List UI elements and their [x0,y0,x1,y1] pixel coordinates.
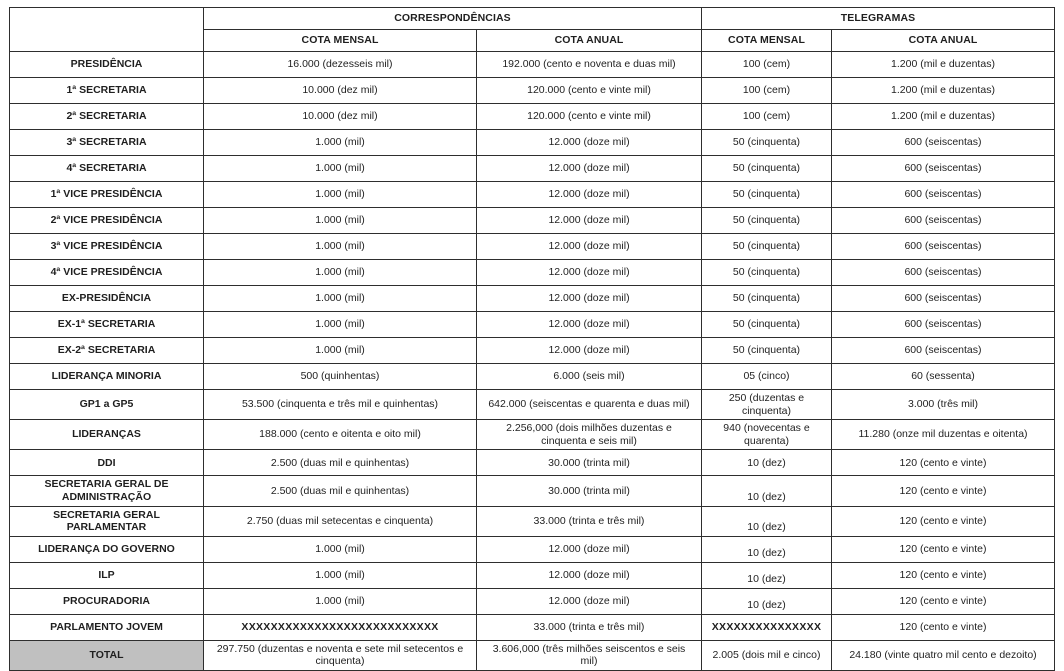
row-label: PROCURADORIA [10,588,204,614]
table-row [10,260,1055,286]
quota-table [9,7,1055,671]
value-cell: 10 (dez) [702,506,832,536]
row-label: LIDERANÇA DO GOVERNO [10,536,204,562]
row-label: LIDERANÇA MINORIA [10,364,204,390]
value-cell: 1.000 (mil) [204,562,477,588]
value-cell: 120 (cento e vinte) [832,562,1055,588]
value-cell: 297.750 (duzentas e noventa e sete mil setecentos e cinquenta) [204,640,477,670]
corner-cell [10,8,204,52]
value-cell: 1.000 (mil) [204,156,477,182]
table-row [10,390,1055,420]
value-cell: 10 (dez) [702,476,832,506]
value-cell: 250 (duzentas e cinquenta) [702,390,832,420]
row-label: 1ª VICE PRESIDÊNCIA [10,182,204,208]
table-row [10,104,1055,130]
table-row [10,364,1055,390]
value-cell: 2.750 (duas mil setecentas e cinquenta) [204,506,477,536]
value-cell: 120 (cento e vinte) [832,450,1055,476]
table-row [10,450,1055,476]
row-label: EX-2ª SECRETARIA [10,338,204,364]
value-cell: 120 (cento e vinte) [832,476,1055,506]
value-cell: 600 (seiscentas) [832,182,1055,208]
value-cell: 120.000 (cento e vinte mil) [477,104,702,130]
value-cell: 1.000 (mil) [204,208,477,234]
table-row [10,78,1055,104]
value-cell: 600 (seiscentas) [832,260,1055,286]
value-cell: 600 (seiscentas) [832,130,1055,156]
value-cell: 12.000 (doze mil) [477,130,702,156]
row-label: 1ª SECRETARIA [10,78,204,104]
value-cell: 30.000 (trinta mil) [477,450,702,476]
total-row-label: TOTAL [10,640,204,670]
value-cell: 33.000 (trinta e três mil) [477,506,702,536]
row-label: 4ª VICE PRESIDÊNCIA [10,260,204,286]
value-cell: 50 (cinquenta) [702,156,832,182]
table-row [10,506,1055,536]
value-cell: 120.000 (cento e vinte mil) [477,78,702,104]
value-cell: 642.000 (seiscentas e quarenta e duas mil) [477,390,702,420]
value-cell: 1.000 (mil) [204,312,477,338]
value-cell: 12.000 (doze mil) [477,234,702,260]
row-label: EX-1ª SECRETARIA [10,312,204,338]
value-cell: 3.000 (três mil) [832,390,1055,420]
value-cell: 33.000 (trinta e três mil) [477,614,702,640]
value-cell: 1.200 (mil e duzentas) [832,104,1055,130]
value-cell: 50 (cinquenta) [702,130,832,156]
col-header-tel-cota-anual: COTA ANUAL [832,30,1055,52]
row-label: 2ª SECRETARIA [10,104,204,130]
value-cell: 1.000 (mil) [204,260,477,286]
row-label: DDI [10,450,204,476]
value-cell: 50 (cinquenta) [702,312,832,338]
value-cell: 1.000 (mil) [204,286,477,312]
value-cell: 16.000 (dezesseis mil) [204,52,477,78]
table-row [10,312,1055,338]
value-cell: 600 (seiscentas) [832,208,1055,234]
row-label: LIDERANÇAS [10,420,204,450]
value-cell: 192.000 (cento e noventa e duas mil) [477,52,702,78]
value-cell: 50 (cinquenta) [702,286,832,312]
value-cell: 120 (cento e vinte) [832,506,1055,536]
value-cell: 53.500 (cinquenta e três mil e quinhentas) [204,390,477,420]
value-cell: 940 (novecentas e quarenta) [702,420,832,450]
value-cell: 100 (cem) [702,78,832,104]
value-cell: 1.000 (mil) [204,234,477,260]
value-cell: 12.000 (doze mil) [477,156,702,182]
value-cell: 50 (cinquenta) [702,182,832,208]
value-cell: 10 (dez) [702,450,832,476]
value-cell: 12.000 (doze mil) [477,312,702,338]
row-label: 2ª VICE PRESIDÊNCIA [10,208,204,234]
value-cell: 1.200 (mil e duzentas) [832,52,1055,78]
row-label: SECRETARIA GERAL DE ADMINISTRAÇÃO [10,476,204,506]
header-group-row [10,8,1055,30]
value-cell: XXXXXXXXXXXXXXX [702,614,832,640]
table-row [10,338,1055,364]
value-cell: 10.000 (dez mil) [204,78,477,104]
value-cell: 12.000 (doze mil) [477,536,702,562]
value-cell: 05 (cinco) [702,364,832,390]
value-cell: 600 (seiscentas) [832,338,1055,364]
value-cell: 50 (cinquenta) [702,234,832,260]
value-cell: 50 (cinquenta) [702,338,832,364]
table-row [10,156,1055,182]
table-row [10,614,1055,640]
value-cell: 12.000 (doze mil) [477,182,702,208]
value-cell: 188.000 (cento e oitenta e oito mil) [204,420,477,450]
table-row [10,208,1055,234]
value-cell: 24.180 (vinte quatro mil cento e dezoito) [832,640,1055,670]
value-cell: 30.000 (trinta mil) [477,476,702,506]
value-cell: 1.000 (mil) [204,588,477,614]
row-label: SECRETARIA GERAL PARLAMENTAR [10,506,204,536]
group-header-telegramas: TELEGRAMAS [702,8,1055,30]
value-cell: 500 (quinhentas) [204,364,477,390]
value-cell: 12.000 (doze mil) [477,286,702,312]
value-cell: 10 (dez) [702,588,832,614]
group-header-correspondencias: CORRESPONDÊNCIAS [204,8,702,30]
value-cell: 50 (cinquenta) [702,260,832,286]
value-cell: 12.000 (doze mil) [477,208,702,234]
row-label: 3ª SECRETARIA [10,130,204,156]
row-label: GP1 a GP5 [10,390,204,420]
col-header-tel-cota-mensal: COTA MENSAL [702,30,832,52]
table-row [10,420,1055,450]
row-label: 3ª VICE PRESIDÊNCIA [10,234,204,260]
value-cell: 600 (seiscentas) [832,234,1055,260]
table-row [10,588,1055,614]
table-row [10,286,1055,312]
value-cell: 100 (cem) [702,52,832,78]
value-cell: XXXXXXXXXXXXXXXXXXXXXXXXXXX [204,614,477,640]
value-cell: 6.000 (seis mil) [477,364,702,390]
value-cell: 1.000 (mil) [204,338,477,364]
row-label: PARLAMENTO JOVEM [10,614,204,640]
value-cell: 120 (cento e vinte) [832,536,1055,562]
value-cell: 10 (dez) [702,536,832,562]
row-label: 4ª SECRETARIA [10,156,204,182]
value-cell: 1.000 (mil) [204,536,477,562]
value-cell: 600 (seiscentas) [832,312,1055,338]
table-header [10,8,1055,52]
value-cell: 600 (seiscentas) [832,156,1055,182]
col-header-corr-cota-mensal: COTA MENSAL [204,30,477,52]
table-row [10,562,1055,588]
value-cell: 1.200 (mil e duzentas) [832,78,1055,104]
value-cell: 2.500 (duas mil e quinhentas) [204,450,477,476]
row-label: EX-PRESIDÊNCIA [10,286,204,312]
value-cell: 120 (cento e vinte) [832,588,1055,614]
value-cell: 2.256,000 (dois milhões duzentas e cinquenta e seis mil) [477,420,702,450]
value-cell: 120 (cento e vinte) [832,614,1055,640]
value-cell: 11.280 (onze mil duzentas e oitenta) [832,420,1055,450]
table-row [10,536,1055,562]
value-cell: 10 (dez) [702,562,832,588]
value-cell: 600 (seiscentas) [832,286,1055,312]
table-row [10,130,1055,156]
value-cell: 10.000 (dez mil) [204,104,477,130]
table-row [10,234,1055,260]
value-cell: 12.000 (doze mil) [477,260,702,286]
value-cell: 50 (cinquenta) [702,208,832,234]
table-row [10,52,1055,78]
table-row [10,182,1055,208]
value-cell: 2.500 (duas mil e quinhentas) [204,476,477,506]
table-body [10,52,1055,671]
value-cell: 12.000 (doze mil) [477,338,702,364]
value-cell: 12.000 (doze mil) [477,562,702,588]
value-cell: 1.000 (mil) [204,182,477,208]
table-row [10,476,1055,506]
value-cell: 100 (cem) [702,104,832,130]
row-label: PRESIDÊNCIA [10,52,204,78]
value-cell: 3.606,000 (três milhões seiscentos e seis mil) [477,640,702,670]
total-row [10,640,1055,670]
row-label: ILP [10,562,204,588]
value-cell: 2.005 (dois mil e cinco) [702,640,832,670]
value-cell: 1.000 (mil) [204,130,477,156]
value-cell: 60 (sessenta) [832,364,1055,390]
value-cell: 12.000 (doze mil) [477,588,702,614]
col-header-corr-cota-anual: COTA ANUAL [477,30,702,52]
